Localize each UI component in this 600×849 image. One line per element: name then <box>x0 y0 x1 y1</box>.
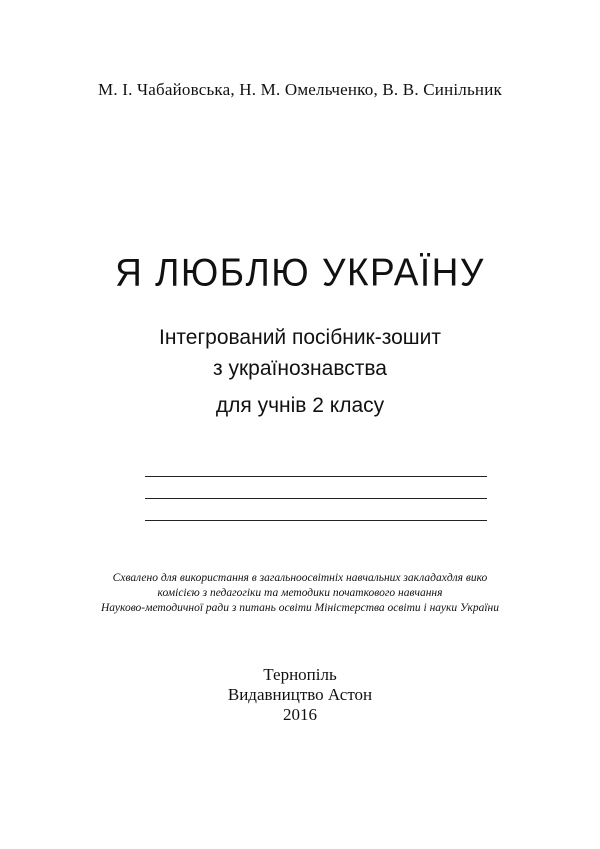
authors: М. І. Чабайовська, Н. М. Омельченко, В. В. Синільник <box>98 80 502 99</box>
imprint-year: 2016 <box>283 705 317 724</box>
subtitle-line-3: для учнів 2 класу <box>215 394 385 417</box>
subtitle-line-1: Інтегрований посібник-зошит <box>158 326 442 349</box>
approval-note <box>0 571 600 616</box>
approval-line-3: Науково-методичної ради з питань освіти Міністерства освіти і науки України <box>101 602 499 614</box>
approval-line-2: комісією з педагогіки та методики початкового навчання <box>157 587 443 599</box>
imprint-city: Тернопіль <box>263 665 337 684</box>
blank-line-2 <box>145 498 487 499</box>
subtitle-line-2: з українознавства <box>213 357 387 380</box>
imprint-publisher: Видавництво Астон <box>227 685 373 704</box>
blank-line-1 <box>145 476 487 477</box>
book-title: Я ЛЮБЛЮ УКРАЇНУ <box>115 250 485 294</box>
blank-line-3 <box>145 520 487 521</box>
approval-line-1: Схвалено для використання в загальноосвітніх навчальних закладахдля вико <box>112 572 488 584</box>
